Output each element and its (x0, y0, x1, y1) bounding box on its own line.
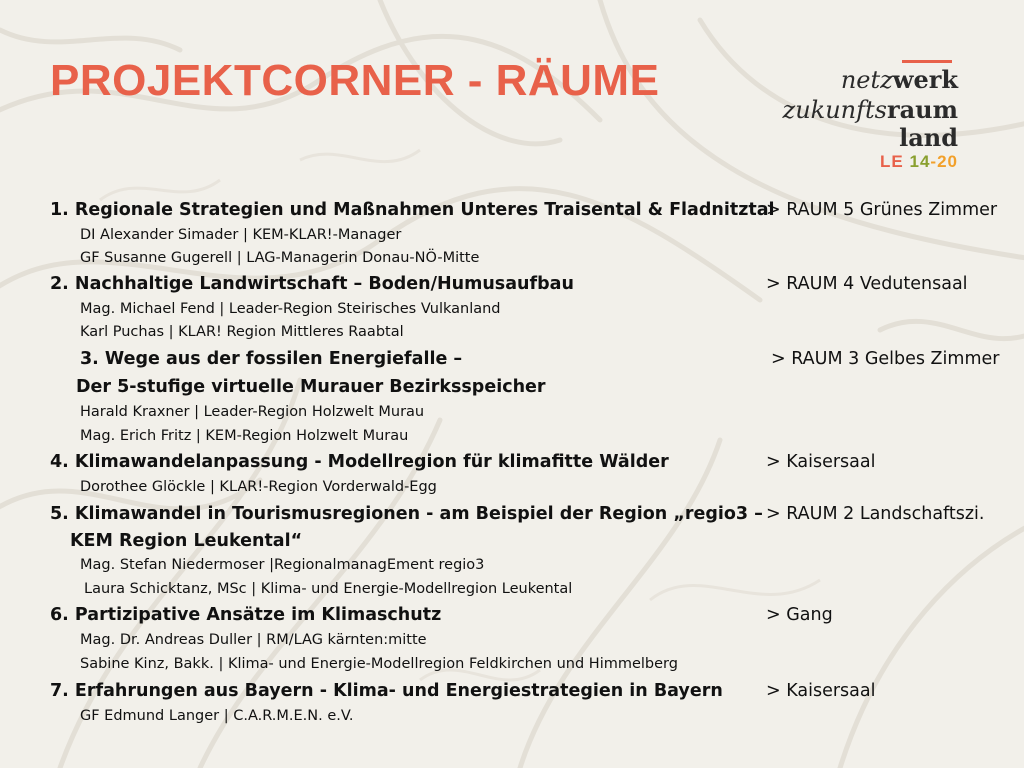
item-3-person-1: Harald Kraxner | Leader-Region Holzwelt Murau (80, 404, 425, 420)
item-5-title-line-2: KEM Region Leukental“ (70, 531, 303, 551)
item-1-title: 1. Regionale Strategien und Maßnahmen Unteres Traisental & Fladnitztal (50, 200, 775, 220)
item-3-room: > RAUM 3 Gelbes Zimmer (771, 349, 1000, 369)
logo-le-period: LE 14-20 (880, 152, 958, 171)
item-3-title: 3. Wege aus der fossilen Energiefalle – (80, 349, 463, 369)
item-6-room: > Gang (766, 605, 833, 625)
item-6-person-2: Sabine Kinz, Bakk. | Klima- und Energie-Modellregion Feldkirchen und Himmelberg (80, 656, 678, 672)
item-4-title: 4. Klimawandelanpassung - Modellregion für klimafitte Wälder (50, 452, 669, 472)
item-6-person-1: Mag. Dr. Andreas Duller | RM/LAG kärnten:mitte (80, 632, 427, 648)
item-5-person-2: Laura Schicktanz, MSc | Klima- und Energie-Modellregion Leukental (84, 581, 573, 597)
item-7-room: > Kaisersaal (766, 681, 876, 701)
item-5-room: > RAUM 2 Landschaftszi. (766, 504, 985, 524)
item-2-person-2: Karl Puchas | KLAR! Region Mittleres Raabtal (80, 324, 404, 340)
item-4-room: > Kaisersaal (766, 452, 876, 472)
item-1-person-1: DI Alexander Simader | KEM-KLAR!-Manager (80, 227, 402, 243)
item-2-person-1: Mag. Michael Fend | Leader-Region Steirisches Vulkanland (80, 301, 501, 317)
page-title: PROJEKTCORNER - RÄUME (50, 56, 660, 105)
item-5-title: 5. Klimawandel in Tourismusregionen - am Beispiel der Region „regio3 – (50, 504, 763, 524)
item-7-title: 7. Erfahrungen aus Bayern - Klima- und Energiestrategien in Bayern (50, 681, 723, 701)
item-3-title-line-2: Der 5-stufige virtuelle Murauer Bezirksspeicher (76, 377, 546, 397)
item-1-person-2: GF Susanne Gugerell | LAG-Managerin Donau-NÖ-Mitte (80, 250, 480, 266)
item-7-person-1: GF Edmund Langer | C.A.R.M.E.N. e.V. (80, 708, 354, 724)
logo-line-1: netzwerk (840, 65, 958, 94)
logo-line-2: zukunftsraum (782, 95, 958, 124)
item-2-room: > RAUM 4 Vedutensaal (766, 274, 968, 294)
item-6-title: 6. Partizipative Ansätze im Klimaschutz (50, 605, 442, 625)
item-4-person-1: Dorothee Glöckle | KLAR!-Region Vorderwald-Egg (80, 479, 437, 495)
item-3-person-2: Mag. Erich Fritz | KEM-Region Holzwelt Murau (80, 428, 409, 444)
item-2-title: 2. Nachhaltige Landwirtschaft – Boden/Humusaufbau (50, 274, 574, 294)
item-5-person-1: Mag. Stefan Niedermoser |RegionalmanagEment regio3 (80, 557, 485, 573)
logo-line-3: land (899, 123, 958, 152)
item-1-room: > RAUM 5 Grünes Zimmer (766, 200, 998, 220)
